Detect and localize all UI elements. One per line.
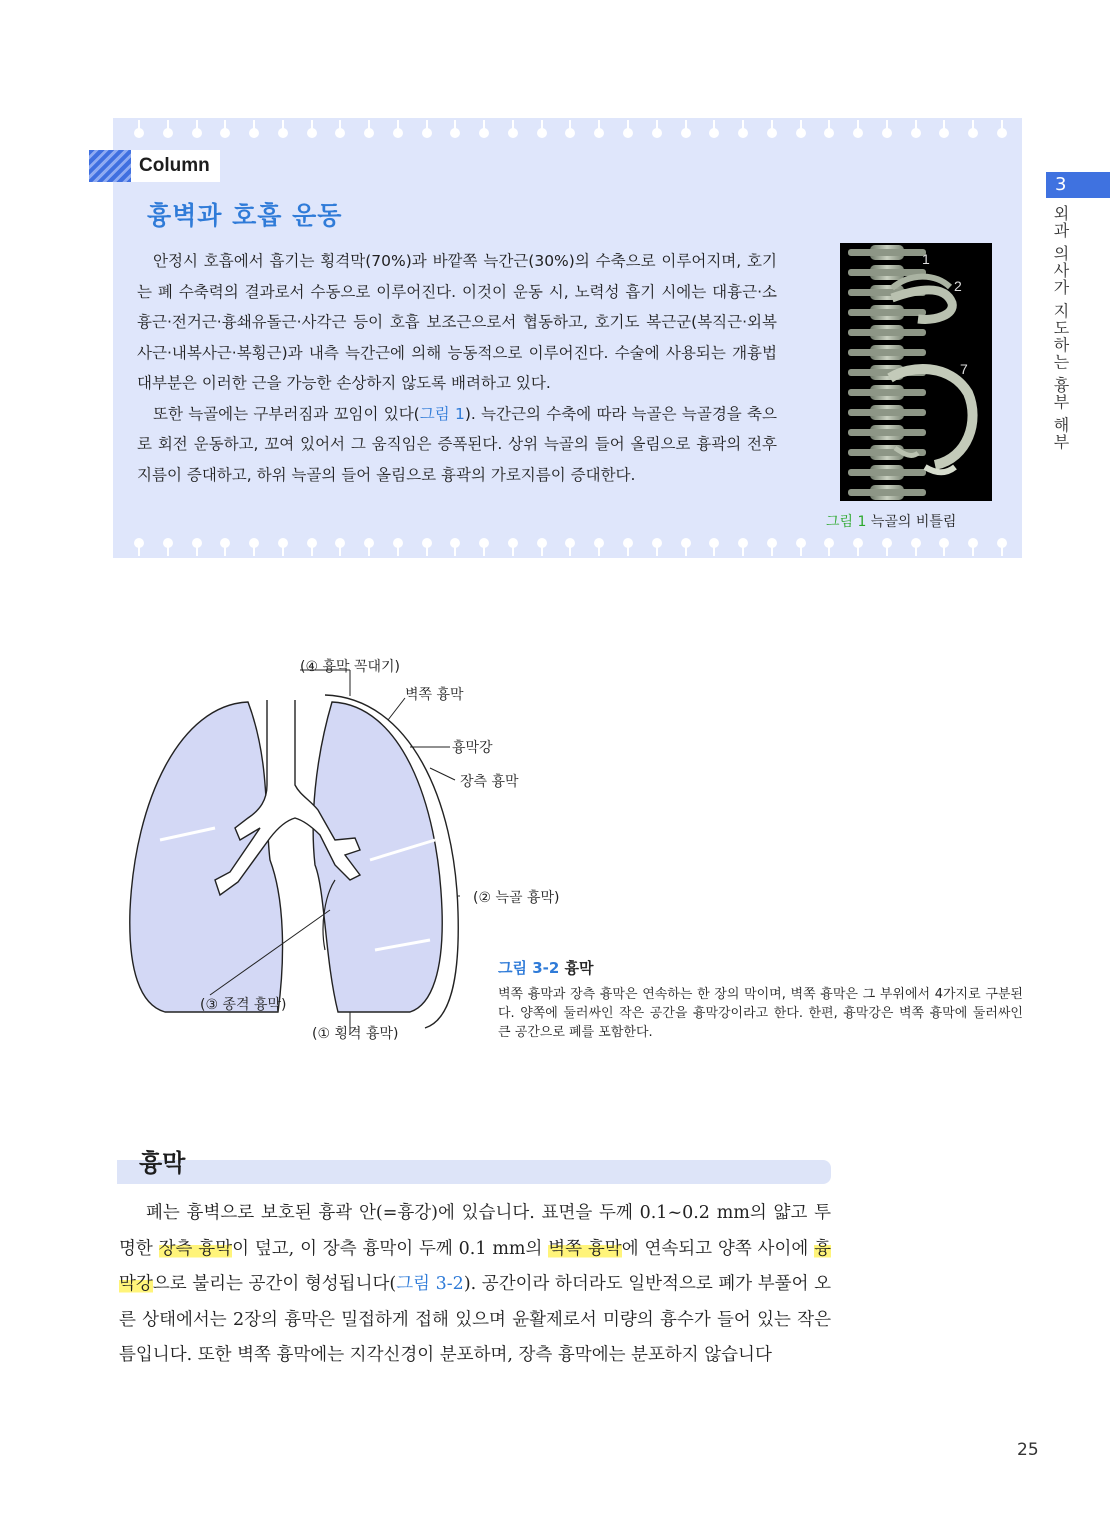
binder-dot	[478, 536, 490, 558]
binder-dot	[162, 536, 174, 558]
transverse-process	[848, 469, 926, 476]
figure-1-label: 그림 1	[826, 514, 867, 530]
binder-dot	[421, 118, 433, 140]
body-text-3: 에 연속되고 양쪽 사이에	[621, 1238, 815, 1259]
binder-dot	[277, 118, 289, 140]
label-pleural-cavity: 흉막강	[452, 740, 493, 756]
binder-dot	[967, 536, 979, 558]
binder-dot	[507, 118, 519, 140]
highlight-pleural-cavity: 흉막강	[119, 1238, 832, 1294]
column-paragraph-2-text-cont: ). 늑간근의 수축에 따라 늑골은 늑골경을 축으로 회전 운동하고, 꼬여 있어서 그 움직임은 증폭된다. 상위 늑골의 들어 올림으로 흉곽의 전후 지름이 증대하고, 하위 늑골의 들어 올림으로 흉곽의 가로지름이 증대한다.	[137, 404, 777, 484]
label-mediastinal-pleura: (③ 종격 흉막)	[200, 997, 287, 1013]
column-paragraph-2	[137, 399, 777, 491]
binder-dot	[708, 118, 720, 140]
binder-dot	[277, 536, 289, 558]
transverse-process	[848, 489, 926, 496]
binder-dot	[651, 536, 663, 558]
ring-binder-dots-bottom	[133, 536, 1008, 558]
transverse-process	[848, 349, 926, 356]
binder-dot	[680, 536, 692, 558]
binder-dot	[996, 118, 1008, 140]
binder-dot	[133, 536, 145, 558]
rib-number-7: 7	[960, 361, 968, 377]
binder-dot	[248, 536, 260, 558]
binder-dot	[823, 118, 835, 140]
binder-dot	[162, 118, 174, 140]
transverse-process	[848, 409, 926, 416]
figure-3-2-label: 그림 3-2	[498, 959, 560, 977]
binder-dot	[507, 536, 519, 558]
binder-dot	[823, 536, 835, 558]
rib-torsion-image	[840, 243, 992, 501]
transverse-process	[848, 429, 926, 436]
highlight-visceral-pleura: 장측 흉막	[158, 1238, 233, 1259]
figure-3-2-caption: 벽쪽 흉막과 장측 흉막은 연속하는 한 장의 막이며, 벽쪽 흉막은 그 부위에서 4가지로 구분된다. 양쪽에 둘러싸인 작은 공간을 흉막강이라고 한다. 한편, 흉막강은 벽쪽 흉막에 둘러싸인 큰 공간으로 폐를 포함한다.	[498, 987, 1023, 1040]
figure-3-2-title-text: 흉막	[559, 959, 594, 977]
binder-dot	[622, 536, 634, 558]
figure-1-caption-text: 늑골의 비틀림	[866, 514, 957, 530]
ring-binder-dots-top	[133, 118, 1008, 140]
binder-dot	[392, 118, 404, 140]
figure-1-reference[interactable]: 그림 1	[419, 404, 465, 423]
pleura-diagram	[120, 650, 460, 1070]
spine-illustration	[840, 243, 992, 501]
binder-dot	[564, 536, 576, 558]
binder-dot	[191, 118, 203, 140]
binder-dot	[334, 118, 346, 140]
binder-dot	[219, 536, 231, 558]
binder-dot	[191, 536, 203, 558]
binder-dot	[564, 118, 576, 140]
binder-dot	[852, 536, 864, 558]
binder-dot	[622, 118, 634, 140]
binder-dot	[938, 118, 950, 140]
binder-dot	[219, 118, 231, 140]
binder-dot	[708, 536, 720, 558]
binder-dot	[737, 536, 749, 558]
column-paragraph-2-text: 또한 늑골에는 구부러짐과 꼬임이 있다(	[153, 404, 420, 423]
transverse-process	[848, 329, 926, 336]
figure-1-caption	[826, 511, 956, 531]
figure-3-2-reference[interactable]: 그림 3-2	[396, 1274, 464, 1294]
binder-dot	[795, 536, 807, 558]
binder-dot	[536, 536, 548, 558]
body-text-2: 이 덮고, 이 장측 흉막이 두께 0.1 mm의	[232, 1238, 549, 1259]
figure-3-2-title	[498, 957, 594, 978]
left-lung	[130, 702, 283, 1012]
chapter-title: 외과 의사가 지도하는 흉부 해부	[1051, 205, 1070, 451]
chapter-tab[interactable]: 3	[1046, 172, 1110, 198]
binder-dot	[881, 118, 893, 140]
binder-dot	[910, 536, 922, 558]
binder-dot	[967, 118, 979, 140]
binder-dot	[593, 536, 605, 558]
body-text-5: ). 공간이라 하더라도 일반적으로 폐가 부풀어 오른 상태에서는 2장의 흉막은 밀접하게 접해 있으며 윤활제로서 미량의 흉수가 들어 있는 작은 틈입니다. 또한 벽쪽 흉막에는 지각신경이 분포하며, 장측 흉막에는 분포하지 않습니다	[119, 1274, 831, 1365]
binder-dot	[593, 118, 605, 140]
transverse-process	[848, 389, 926, 396]
binder-dot	[680, 118, 692, 140]
section-title: 흉막	[139, 1149, 186, 1177]
label-parietal-pleura: 벽쪽 흉막	[405, 687, 464, 703]
transverse-process	[848, 309, 926, 316]
binder-dot	[306, 118, 318, 140]
binder-dot	[449, 536, 461, 558]
binder-dot	[334, 536, 346, 558]
binder-dot	[421, 536, 433, 558]
binder-dot	[449, 118, 461, 140]
binder-dot	[766, 536, 778, 558]
column-tag	[89, 150, 220, 182]
label-pleural-cupula: (④ 흉막 꼭대기)	[300, 659, 400, 675]
binder-dot	[996, 536, 1008, 558]
binder-dot	[306, 536, 318, 558]
binder-dot	[766, 118, 778, 140]
binder-dot	[737, 118, 749, 140]
binder-dot	[363, 536, 375, 558]
leader-parietal	[388, 698, 405, 720]
body-text-1: 폐는 흉벽으로 보호된 흉곽 안(=흉강)에 있습니다. 표면을 두께 0.1~0.2 mm의 얇고 투명한	[119, 1203, 831, 1259]
binder-dot	[852, 118, 864, 140]
label-diaphragmatic-pleura: (① 횡격 흉막)	[312, 1026, 399, 1042]
body-text-4: 으로 불리는 공간이 형성됩니다(	[152, 1274, 397, 1294]
binder-dot	[363, 118, 375, 140]
binder-dot	[392, 536, 404, 558]
binder-dot	[910, 118, 922, 140]
binder-dot	[651, 118, 663, 140]
binder-dot	[133, 118, 145, 140]
transverse-process	[848, 249, 926, 256]
binder-dot	[881, 536, 893, 558]
binder-dot	[536, 118, 548, 140]
binder-dot	[248, 118, 260, 140]
section-heading-bar	[117, 1160, 831, 1184]
rib-number-2: 2	[954, 278, 962, 294]
column-body	[137, 246, 777, 490]
page-number: 25	[1017, 1440, 1039, 1460]
rib-number-1: 1	[922, 251, 930, 267]
binder-dot	[938, 536, 950, 558]
column-stripes-icon	[89, 150, 131, 182]
column-label: Column	[131, 150, 220, 182]
label-visceral-pleura: 장측 흉막	[460, 774, 519, 790]
section-body	[119, 1196, 831, 1374]
label-costal-pleura: (② 늑골 흉막)	[473, 890, 560, 906]
column-paragraph-1: 안정시 호흡에서 흡기는 횡격막(70%)과 바깥쪽 늑간근(30%)의 수축으로 이루어지며, 호기는 폐 수축력의 결과로서 수동으로 이루어진다. 이것이 운동 시, 노력성 흡기 시에는 대흉근·소흉근·전거근·흉쇄유돌근·사각근 등이 호흡 보조근으로서 협동하고, 호기도 복근군(복직근·외복사근·내복사근·복횡근)과 내측 늑간근에 의해 능동적으로 이루어진다. 수술에 사용되는 개흉법 대부분은 이러한 근을 가능한 손상하지 않도록 배려하고 있다.	[137, 252, 777, 392]
binder-dot	[795, 118, 807, 140]
highlight-parietal-pleura: 벽쪽 흉막	[548, 1238, 622, 1259]
binder-dot	[478, 118, 490, 140]
column-title: 흉벽과 호흡 운동	[147, 201, 343, 230]
leader-visceral	[430, 768, 455, 780]
